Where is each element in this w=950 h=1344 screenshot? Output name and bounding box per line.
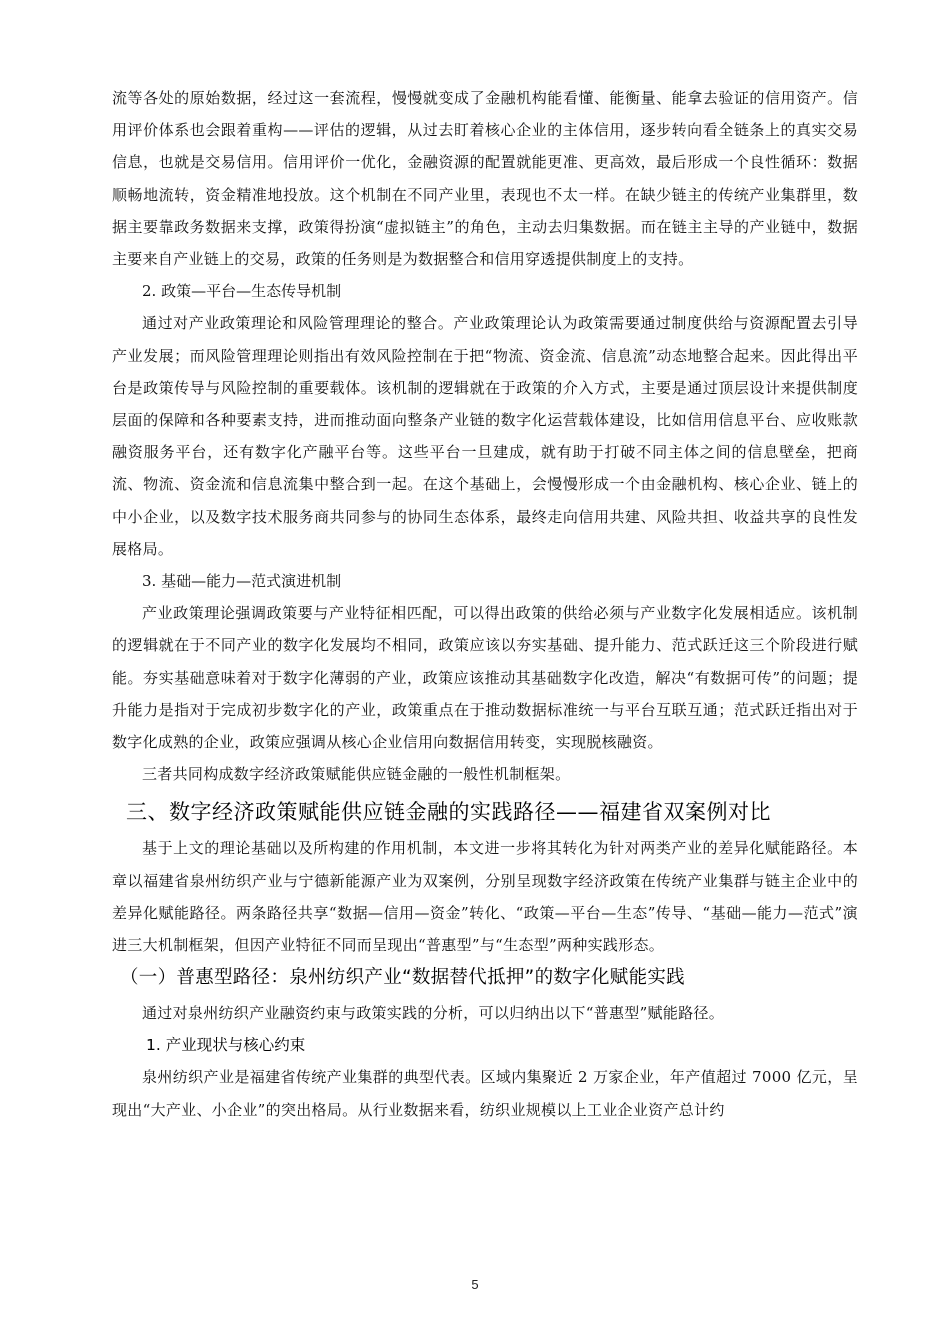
subsection-title-inclusive-path: （一）普惠型路径：泉州纺织产业“数据替代抵押”的数字化赋能实践 [120, 967, 685, 989]
paragraph-subsection-intro: 通过对泉州纺织产业融资约束与政策实践的分析，可以归纳出以下“普惠型”赋能路径。 [142, 1004, 725, 1023]
paragraph-industry-status: 泉州纺织产业是福建省传统产业集群的典型代表。区域内集聚近 2 万家企业，年产值超过 7000 亿元，呈现出“大产业、小企业”的突出格局。从行业数据来看，纺织业规模以上工业企业资产总计约 [112, 1068, 858, 1119]
heading-policy-platform-ecosystem: 2. 政策—平台—生态传导机制 [142, 282, 342, 301]
paragraph-policy-platform-ecosystem: 通过对产业政策理论和风险管理理论的整合。产业政策理论认为政策需要通过制度供给与资源配置去引导产业发展；而风险管理理论则指出有效风险控制在于把“物流、资金流、信息流”动态地整合起来。因此得出平台是政策传导与风险控制的重要载体。该机制的逻辑就在于政策的介入方式，主要是通过顶层设计来提供制度层面的保障和各种要素支持，进而推动面向整条产业链的数字化运营载体建设，比如信用信息平台、应收账款融资服务平台，还有数字化产融平台等。这些平台一旦建成，就有助于打破不同主体之间的信息壁垒，把商流、物流、资金流和信息流集中整合到一起。在这个基础上，会慢慢形成一个由金融机构、核心企业、链上的中小企业，以及数字技术服务商共同参与的协同生态体系，最终走向信用共建、风险共担、收益共享的良性发展格局。 [112, 314, 858, 558]
paragraph-section-intro: 基于上文的理论基础以及所构建的作用机制，本文进一步将其转化为针对两类产业的差异化赋能路径。本章以福建省泉州纺织产业与宁德新能源产业为双案例，分别呈现数字经济政策在传统产业集群与链主企业中的差异化赋能路径。两条路径共享“数据—信用—资金”转化、“政策—平台—生态”传导、“基础—能力—范式”演进三大机制框架，但因产业特征不同而呈现出“普惠型”与“生态型”两种实践形态。 [112, 839, 858, 955]
paragraph-data-credit-mechanism: 流等各处的原始数据，经过这一套流程，慢慢就变成了金融机构能看懂、能衡量、能拿去验证的信用资产。信用评价体系也会跟着重构——评估的逻辑，从过去盯着核心企业的主体信用，逐步转向看全链条上的真实交易信息，也就是交易信用。信用评价一优化，金融资源的配置就能更准、更高效，最后形成一个良性循环：数据顺畅地流转，资金精准地投放。这个机制在不同产业里，表现也不太一样。在缺少链主的传统产业集群里，数据主要靠政务数据来支撑，政策得扮演“虚拟链主”的角色，主动去归集数据。而在链主主导的产业链中，数据主要来自产业链上的交易，政策的任务则是为数据整合和信用穿透提供制度上的支持。 [112, 89, 858, 269]
page-number: 5 [471, 1277, 479, 1292]
heading-foundation-capability-paradigm: 3. 基础—能力—范式演进机制 [142, 572, 342, 591]
section-title-practice-paths: 三、数字经济政策赋能供应链金融的实践路径——福建省双案例对比 [126, 800, 771, 825]
paragraph-framework-summary: 三者共同构成数字经济政策赋能供应链金融的一般性机制框架。 [142, 765, 571, 784]
heading-industry-status: 1. 产业现状与核心约束 [146, 1036, 306, 1055]
paragraph-foundation-capability-paradigm: 产业政策理论强调政策要与产业特征相匹配，可以得出政策的供给必须与产业数字化发展相适应。该机制的逻辑就在于不同产业的数字化发展均不相同，政策应该以夯实基础、提升能力、范式跃迁这三个阶段进行赋能。夯实基础意味着对于数字化薄弱的产业，政策应该推动其基础数字化改造，解决“有数据可传”的问题；提升能力是指对于完成初步数字化的产业，政策重点在于推动数据标准统一与平台互联互通；范式跃迁指出对于数字化成熟的企业，政策应强调从核心企业信用向数据信用转变，实现脱核融资。 [112, 604, 858, 752]
